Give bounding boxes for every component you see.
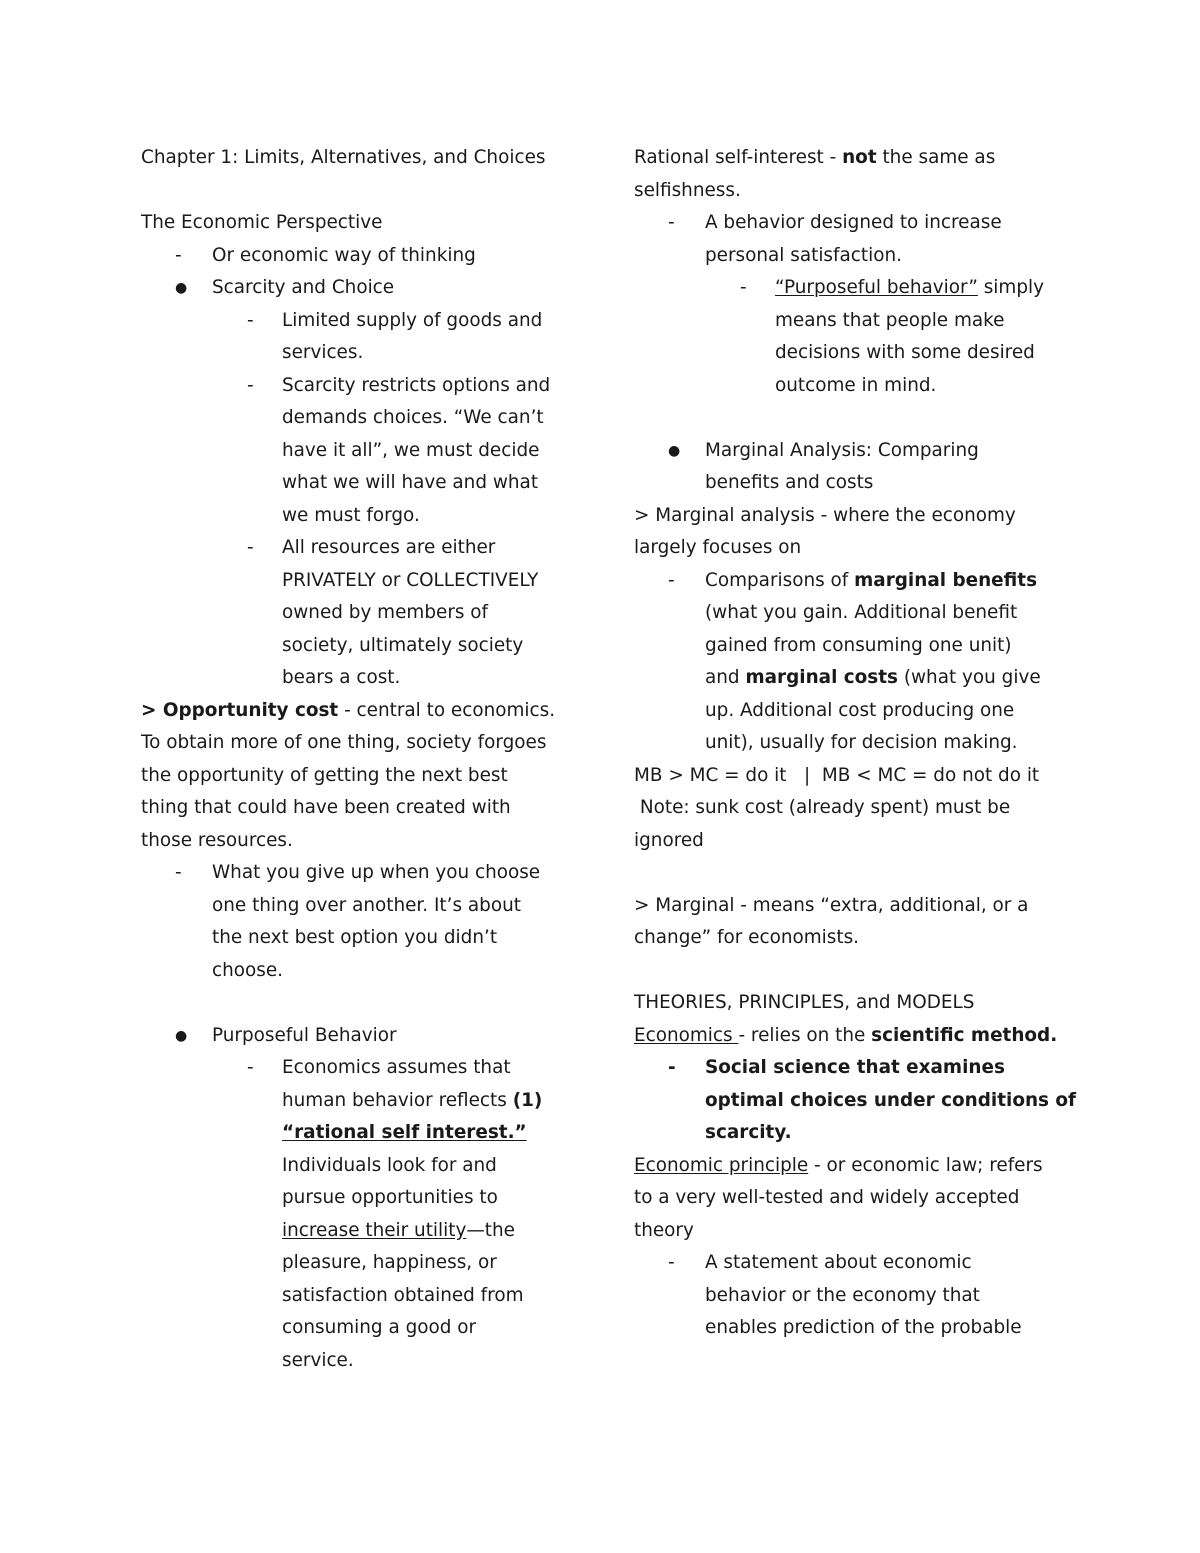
spacer [634, 403, 1074, 436]
item-text: Social science that examines [705, 1057, 1005, 1078]
dash-marker: - [247, 374, 254, 396]
bullet-icon: ● [175, 280, 188, 296]
dash-marker: - [668, 569, 675, 591]
dash-marker: - [247, 309, 254, 331]
item-text: Rational self-interest - [634, 147, 843, 168]
list-item-continuation: Individuals look for and [282, 1154, 497, 1176]
list-item [141, 306, 581, 339]
item-text: All resources are either [282, 537, 496, 558]
list-item-continuation: choose. [212, 959, 284, 981]
list-item-continuation: demands choices. “We can’t [282, 407, 544, 428]
term-scientific-method: scientific method. [871, 1024, 1058, 1046]
item-text: What you give up when you choose [212, 862, 541, 883]
list-item-continuation: consuming a good or [282, 1317, 477, 1338]
section-heading: THEORIES, PRINCIPLES, and MODELS [634, 992, 975, 1013]
dash-marker: - [247, 537, 254, 558]
list-item [634, 1053, 1074, 1086]
dash-marker: - [740, 277, 747, 298]
dash-marker: - [668, 1057, 676, 1078]
item-text: A behavior designed to increase [705, 212, 1002, 233]
item-text: simply [977, 277, 1044, 298]
left-column [141, 143, 581, 1378]
list-item-continuation: behavior or the economy that [705, 1284, 980, 1306]
bullet-icon: ● [668, 442, 681, 459]
dash-marker: - [247, 1057, 254, 1078]
item-text: scarcity. [705, 1122, 792, 1143]
item-text: - relies on the [738, 1024, 872, 1046]
term-opportunity-cost: Opportunity cost [162, 699, 339, 721]
list-item-continuation: satisfaction obtained from [282, 1284, 524, 1306]
list-item-continuation: service. [282, 1349, 354, 1371]
item-text: optimal choices under conditions of [705, 1089, 1077, 1111]
item-text: Purposeful Behavior [212, 1024, 397, 1046]
item-text: and [705, 667, 746, 688]
section-heading: The Economic Perspective [141, 212, 383, 233]
list-item [634, 1248, 1074, 1281]
list-item-continuation: PRIVATELY or COLLECTIVELY [282, 569, 539, 591]
spacer [141, 988, 581, 1021]
item-text: the same as [876, 147, 996, 168]
item-text: Scarcity restricts options and [282, 374, 551, 396]
list-item-continuation: gained from consuming one unit) [705, 634, 1012, 656]
paragraph-line: To obtain more of one thing, society forgoes [141, 732, 547, 753]
bullet-item-marginal [634, 436, 1074, 469]
emphasis-not: not [842, 147, 877, 168]
bullet-item-purposeful [141, 1021, 581, 1054]
list-item-continuation: have it all”, we must decide [282, 439, 540, 461]
item-text: Marginal Analysis: Comparing [705, 439, 979, 461]
item-text: Limited supply of goods and [282, 309, 543, 331]
paragraph-line: > Marginal - means “extra, additional, or a [634, 894, 1029, 916]
item-text: Or economic way of thinking [212, 244, 476, 266]
term-purposeful-behavior: “Purposeful behavior” [775, 277, 978, 298]
item-text: A statement about economic [705, 1252, 972, 1273]
list-item-continuation: benefits and costs [705, 472, 874, 493]
definition-text: - central to economics. [338, 699, 556, 721]
dash-marker: - [668, 212, 675, 233]
paragraph-line: thing that could have been created with [141, 797, 511, 818]
list-item-continuation: we must forgo. [282, 504, 420, 526]
list-item [141, 241, 581, 274]
list-item-continuation: what we will have and what [282, 472, 539, 493]
list-item-continuation: personal satisfaction. [705, 244, 902, 266]
list-item [141, 1053, 581, 1086]
list-item-continuation: society, ultimately society [282, 634, 524, 656]
list-item-continuation [634, 1086, 1077, 1119]
paragraph-line: theory [634, 1219, 694, 1241]
opportunity-cost-definition [141, 696, 581, 729]
bullet-icon: ● [175, 1027, 188, 1044]
list-item [634, 208, 1074, 241]
term-marginal-benefits: marginal benefits [854, 569, 1038, 591]
paragraph-line: change” for economists. [634, 927, 860, 948]
item-text: (what you give [898, 667, 1041, 688]
term-increase-utility: increase their utility [282, 1219, 467, 1241]
dash-marker: - [668, 1252, 675, 1273]
list-item-continuation: outcome in mind. [775, 374, 937, 396]
spacer [634, 858, 1074, 891]
term-economic-principle: Economic principle [634, 1154, 809, 1176]
term-economics: Economics [634, 1024, 739, 1046]
dash-marker: - [175, 244, 182, 266]
list-item-continuation: means that people make [775, 309, 1005, 331]
list-item-continuation [634, 663, 1074, 696]
list-item [141, 371, 581, 404]
economics-definition [634, 1021, 1074, 1054]
chapter-title: Chapter 1: Limits, Alternatives, and Choices [141, 147, 546, 168]
list-item-continuation: owned by members of [282, 602, 489, 623]
bullet-item-scarcity [141, 273, 581, 306]
list-item-continuation: one thing over another. It’s about [212, 894, 521, 916]
paragraph-line: selfishness. [634, 179, 741, 201]
list-item [141, 533, 581, 566]
dash-marker: - [175, 862, 182, 883]
numbered-marker: (1) [512, 1089, 543, 1111]
item-text: Scarcity and Choice [212, 277, 395, 298]
item-text: - or economic law; refers [808, 1154, 1043, 1176]
paragraph-line: ignored [634, 829, 704, 851]
right-column [634, 143, 1077, 1346]
list-item-continuation: (what you gain. Additional benefit [705, 602, 1018, 623]
term-marginal-costs: marginal costs [745, 667, 898, 688]
list-item-continuation: up. Additional cost producing one [705, 699, 1015, 721]
paragraph-line: the opportunity of getting the next best [141, 764, 508, 786]
list-item-continuation: decisions with some desired [775, 342, 1035, 363]
item-text: —the [466, 1219, 515, 1241]
list-item-continuation: the next best option you didn’t [212, 927, 498, 948]
list-item-continuation [141, 1216, 581, 1249]
item-text: human behavior reflects [282, 1089, 513, 1111]
item-text: Economics assumes that [282, 1057, 511, 1078]
list-item-continuation: unit), usually for decision making. [705, 732, 1018, 753]
list-item-continuation [634, 1118, 1074, 1151]
item-text: Comparisons of [705, 569, 855, 591]
paragraph-line: largely focuses on [634, 537, 802, 558]
paragraph-line: > Marginal analysis - where the economy [634, 504, 1016, 526]
list-item-continuation: pleasure, happiness, or [282, 1252, 497, 1273]
paragraph-line: to a very well-tested and widely accepted [634, 1187, 1020, 1208]
list-item [141, 858, 581, 891]
spacer [141, 176, 581, 209]
term-rational-self-interest: “rational self interest.” [282, 1122, 527, 1143]
paragraph-line: Note: sunk cost (already spent) must be [634, 797, 1011, 818]
list-item [634, 273, 1074, 306]
list-item-continuation: services. [282, 342, 364, 363]
spacer [634, 956, 1074, 989]
list-item-continuation: bears a cost. [282, 667, 401, 688]
rational-self-interest-line [634, 143, 1074, 176]
mb-mc-rule: MB > MC = do it | MB < MC = do not do it [634, 764, 1040, 786]
list-item-continuation [141, 1118, 581, 1151]
list-item [634, 566, 1074, 599]
list-item-continuation [141, 1086, 581, 1119]
economic-principle-definition [634, 1151, 1074, 1184]
paragraph-line: those resources. [141, 829, 293, 851]
list-item-continuation: enables prediction of the probable [705, 1317, 1022, 1338]
list-item-continuation: pursue opportunities to [282, 1187, 498, 1208]
arrow-prefix: > [141, 699, 163, 721]
